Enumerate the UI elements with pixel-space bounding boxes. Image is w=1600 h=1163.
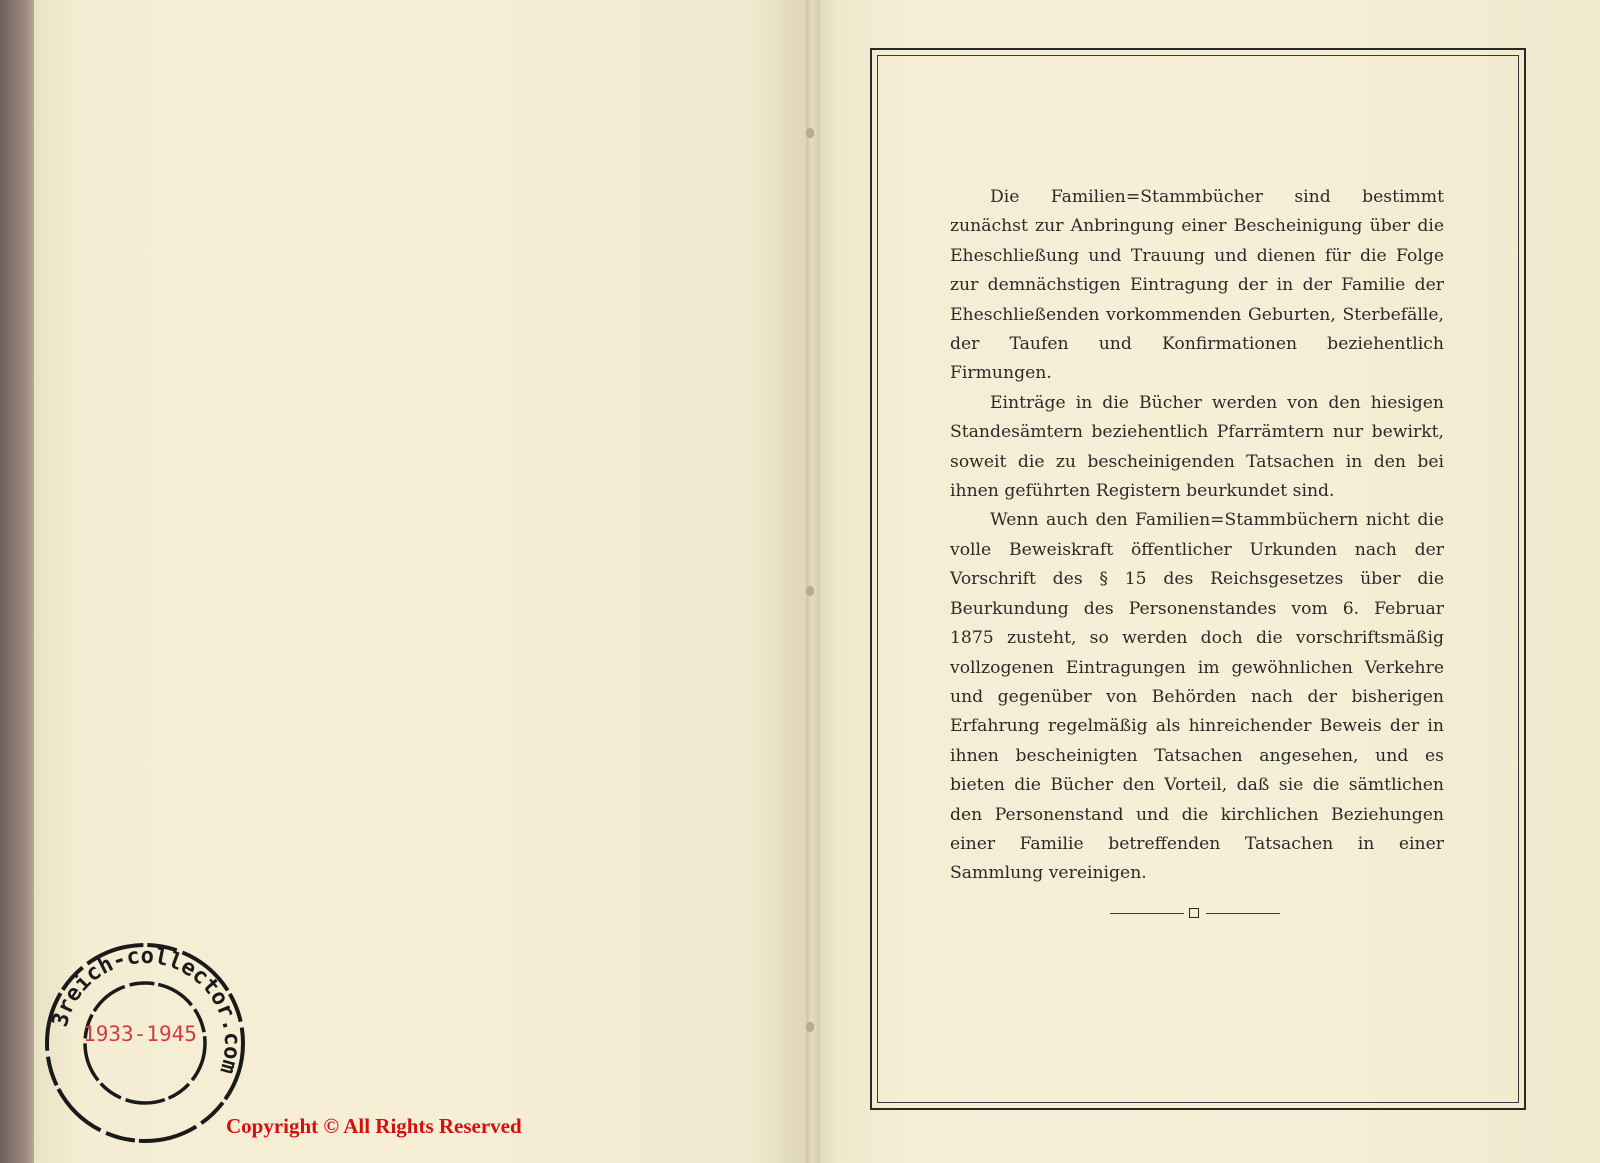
ornament-line-right xyxy=(1206,913,1280,914)
stamp-site-text: 3reich-collector.com xyxy=(47,943,245,1077)
ornament-square-icon xyxy=(1189,908,1199,918)
copyright-notice: Copyright © All Rights Reserved xyxy=(226,1114,522,1138)
binding-hole xyxy=(806,128,814,138)
binding-hole xyxy=(806,586,814,596)
book-cover-edge xyxy=(0,0,38,1163)
paragraph-purpose: Die Familien=Stammbücher sind bestimmt zunächst zur Anbringung einer Bescheinigung über die Eheschließung und Trauung und dienen für die Folge zur demnächstigen Eintragung der in der Familie der Eheschließenden vorkommenden Geburten, Sterbefälle, der Taufen und Konfirmationen beziehentlich Firmungen. xyxy=(950,187,1444,384)
ornament-divider xyxy=(1110,906,1280,920)
preface-text xyxy=(950,183,1444,889)
binding-hole xyxy=(806,1022,814,1032)
book-gutter xyxy=(806,0,820,1163)
stamp-years: 1933-1945 xyxy=(83,1022,197,1046)
ornament-line-left xyxy=(1110,913,1184,914)
paragraph-evidence: Wenn auch den Familien=Stammbüchern nicht die volle Beweiskraft öffentlicher Urkunden nach der Vorschrift des § 15 des Reichsgesetzes über die Beurkundung des Personenstandes vom 6. Februar 1875 zusteht, so werden doch die vorschriftsmäßig vollzogenen Eintragungen im gewöhnlichen Verkehre und gegenüber von Behörden nach der bisherigen Erfahrung regelmäßig als hinreichender Beweis der in ihnen bescheinigten Tatsachen angesehen, und es bieten die Bücher den Vorteil, daß sie die sämtlichen den Personenstand und die kirchlichen Beziehungen einer Familie betreffenden Tatsachen in einer Sammlung vereinigen. xyxy=(950,510,1444,884)
paragraph-entries: Einträge in die Bücher werden von den hiesigen Standesämtern beziehentlich Pfarrämtern nur bewirkt, soweit die zu bescheinigenden Tatsachen in den bei ihnen geführten Registern beurkundet sind. xyxy=(950,392,1444,502)
